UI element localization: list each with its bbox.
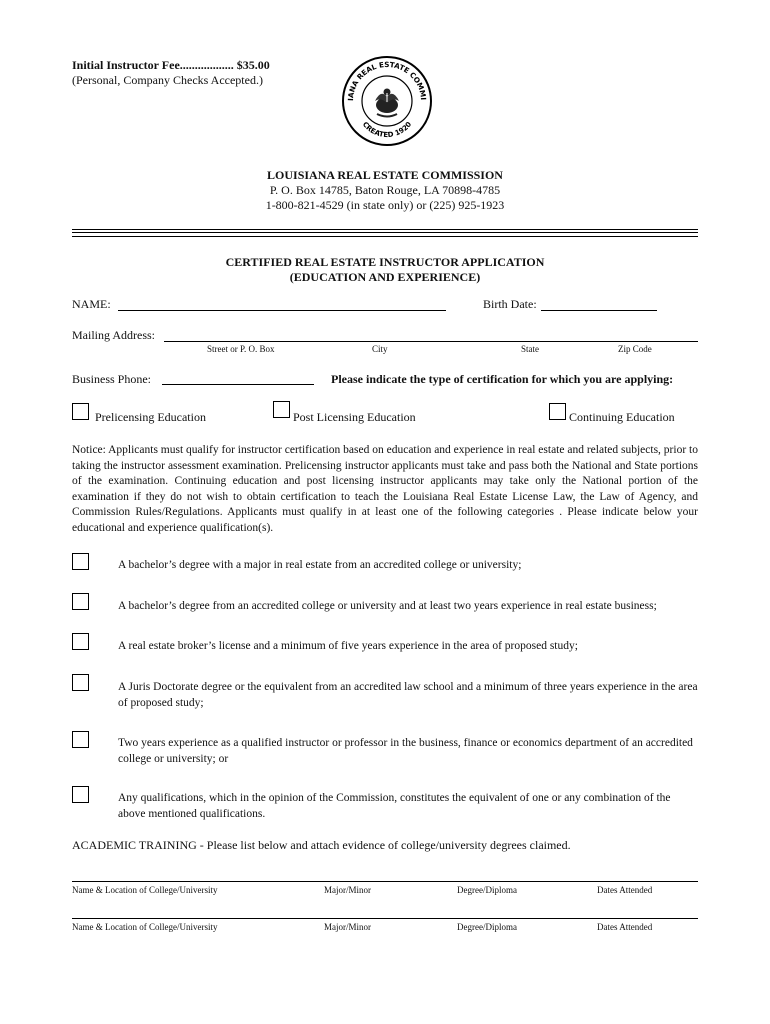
org-address: P. O. Box 14785, Baton Rouge, LA 70898-4785 — [269, 183, 501, 197]
form-subtitle: (EDUCATION AND EXPERIENCE) — [289, 270, 481, 284]
notice-paragraph: Notice: Applicants must qualify for instructor certification based on education and experience in real estate and related subjects, prior to taking the instructor assessment examination. Prelicensing instructor applicants must take and pass both the National and State portions of the examination. Continuing education and post licensing instructor applicants may take only the National portion of the examination if they do not wish to obtain certification to teach the Louisiana Real Estate License Law, the Law of Agency, and Commission Rules/Regulations. Applicants must qualify in at least one of the following categories . Please indicate below your educational and experience qualification(s). — [72, 444, 698, 534]
zip-caption: Zip Code — [618, 344, 652, 354]
qualification-1: A bachelor’s degree with a major in real estate from an accredited college or university; — [118, 559, 522, 571]
fee-line: Initial Instructor Fee.................. $35.00 — [72, 58, 270, 72]
qualification-checkbox-2[interactable] — [72, 593, 89, 610]
column-dates: Dates Attended — [597, 922, 653, 932]
post-licensing-checkbox[interactable] — [273, 401, 290, 418]
academic-heading: ACADEMIC TRAINING - Please list below and attach evidence of college/university degrees claimed. — [72, 838, 571, 852]
qualification-checkbox-3[interactable] — [72, 633, 89, 650]
prelicensing-checkbox[interactable] — [72, 403, 89, 420]
form-title: CERTIFIED REAL ESTATE INSTRUCTOR APPLICATION — [225, 255, 545, 269]
qualification-2: A bachelor’s degree from an accredited college or university and at least two years experience in real estate business; — [118, 600, 657, 612]
street-caption: Street or P. O. Box — [207, 344, 275, 354]
cert-type-prompt: Please indicate the type of certification for which you are applying: — [331, 372, 674, 386]
state-caption: State — [521, 344, 539, 354]
fee-note: (Personal, Company Checks Accepted.) — [72, 73, 263, 87]
continuing-education-label: Continuing Education — [569, 410, 675, 424]
birth-date-field[interactable] — [541, 310, 657, 311]
org-name: LOUISIANA REAL ESTATE COMMISSION — [267, 168, 503, 182]
post-licensing-label: Post Licensing Education — [293, 410, 416, 424]
column-major: Major/Minor — [324, 885, 371, 895]
pelican-seal-icon — [341, 55, 433, 147]
birth-date-label: Birth Date: — [483, 297, 537, 311]
qualification-checkbox-6[interactable] — [72, 786, 89, 803]
mailing-address-field[interactable] — [164, 341, 698, 342]
org-phone: 1-800-821-4529 (in state only) or (225) 925-1923 — [265, 198, 505, 212]
academic-row-1-field[interactable] — [72, 881, 698, 882]
column-degree: Degree/Diploma — [457, 922, 517, 932]
business-phone-label: Business Phone: — [72, 372, 152, 386]
city-caption: City — [372, 344, 388, 354]
column-degree: Degree/Diploma — [457, 885, 517, 895]
qualification-checkbox-5[interactable] — [72, 731, 89, 748]
qualification-3: A real estate broker’s license and a minimum of five years experience in the area of proposed study; — [118, 640, 578, 652]
mailing-label: Mailing Address: — [72, 328, 155, 342]
column-college: Name & Location of College/University — [72, 922, 218, 932]
column-college: Name & Location of College/University — [72, 885, 218, 895]
column-dates: Dates Attended — [597, 885, 653, 895]
name-label: NAME: — [72, 297, 111, 311]
qualification-4: A Juris Doctorate degree or the equivalent from an accredited law school and a minimum of three years experience in the area of proposed study; — [118, 681, 698, 709]
qualification-6: Any qualifications, which in the opinion of the Commission, constitutes the equivalent of one or any combination of the above mentioned qualifications. — [118, 792, 671, 820]
qualification-checkbox-4[interactable] — [72, 674, 89, 691]
qualification-5: Two years experience as a qualified instructor or professor in the business, finance or economics department of an accredited college or university; or — [118, 737, 693, 765]
continuing-education-checkbox[interactable] — [549, 403, 566, 420]
qualification-checkbox-1[interactable] — [72, 553, 89, 570]
prelicensing-label: Prelicensing Education — [95, 410, 206, 424]
column-major: Major/Minor — [324, 922, 371, 932]
academic-row-2-field[interactable] — [72, 918, 698, 919]
svg-text:CREATED 1920: CREATED 1920 — [360, 120, 414, 140]
divider — [72, 229, 698, 237]
name-field[interactable] — [118, 310, 446, 311]
svg-text:LOUISIANA REAL ESTATE COMMISSI: IANA REAL ESTATE COMMI — [345, 59, 429, 102]
commission-seal — [341, 55, 433, 147]
business-phone-field[interactable] — [162, 384, 314, 385]
